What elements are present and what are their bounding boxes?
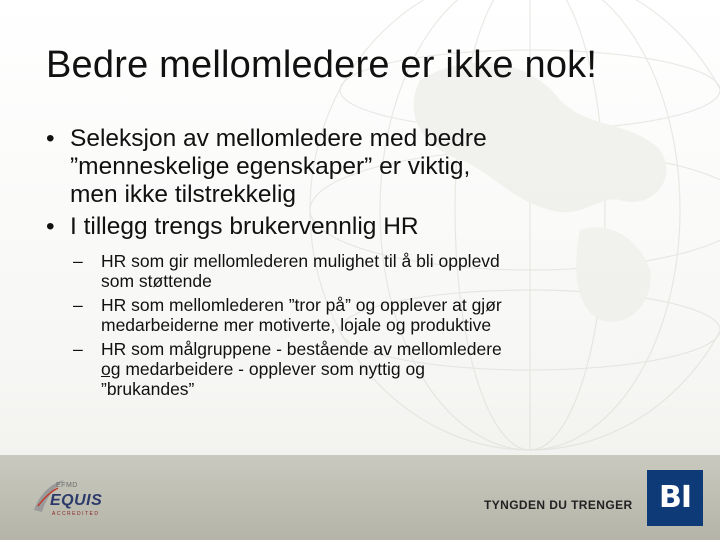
equis-name: EQUIS — [50, 492, 103, 509]
sub-bullet-line: som støttende — [101, 271, 212, 291]
equis-efmd-text: EFMD — [56, 482, 78, 489]
sub-bullet-text: medarbeidere - opplever som nyttig og — [120, 359, 425, 379]
sub-bullet-item — [73, 295, 666, 335]
bullet-item — [46, 213, 666, 241]
sub-bullet-list — [73, 251, 666, 399]
sub-bullet-line: medarbeiderne mer motiverte, lojale og produktive — [101, 315, 492, 335]
sub-bullet-item — [73, 339, 666, 399]
sub-bullet-marker: – — [73, 251, 83, 271]
equis-accredited: ACCREDITED — [52, 511, 100, 517]
slide-title: Bedre mellomledere er ikke nok! — [46, 44, 598, 86]
equis-logo — [28, 468, 108, 528]
bullet-line: ”menneskelige egenskaper” er viktig, — [70, 153, 471, 180]
bullet-line: men ikke tilstrekkelig — [70, 181, 297, 208]
sub-bullet-line: HR som målgruppene - bestående av mellomledere — [101, 339, 502, 359]
sub-bullet-line: HR som gir mellomlederen mulighet til å bli opplevd — [101, 251, 500, 271]
sub-bullet-marker: – — [73, 295, 83, 315]
sub-bullet-marker: – — [73, 339, 83, 359]
sub-bullet-line — [101, 359, 666, 379]
bullet-marker: • — [46, 125, 55, 152]
footer-tagline: TYNGDEN DU TRENGER — [484, 498, 633, 512]
sub-bullet-line: ”brukandes” — [101, 379, 195, 399]
bi-logo: BI — [647, 470, 703, 526]
underlined-word: og — [101, 359, 121, 379]
sub-bullet-item — [73, 251, 666, 291]
bullet-marker: • — [46, 213, 55, 240]
bullet-item — [46, 125, 666, 209]
bullet-line: Seleksjon av mellomledere med bedre — [70, 125, 487, 152]
bullet-line: I tillegg trengs brukervennlig HR — [70, 213, 419, 240]
sub-bullet-line: HR som mellomlederen ”tror på” og opplever at gjør — [101, 295, 502, 315]
slide-content — [46, 125, 666, 403]
